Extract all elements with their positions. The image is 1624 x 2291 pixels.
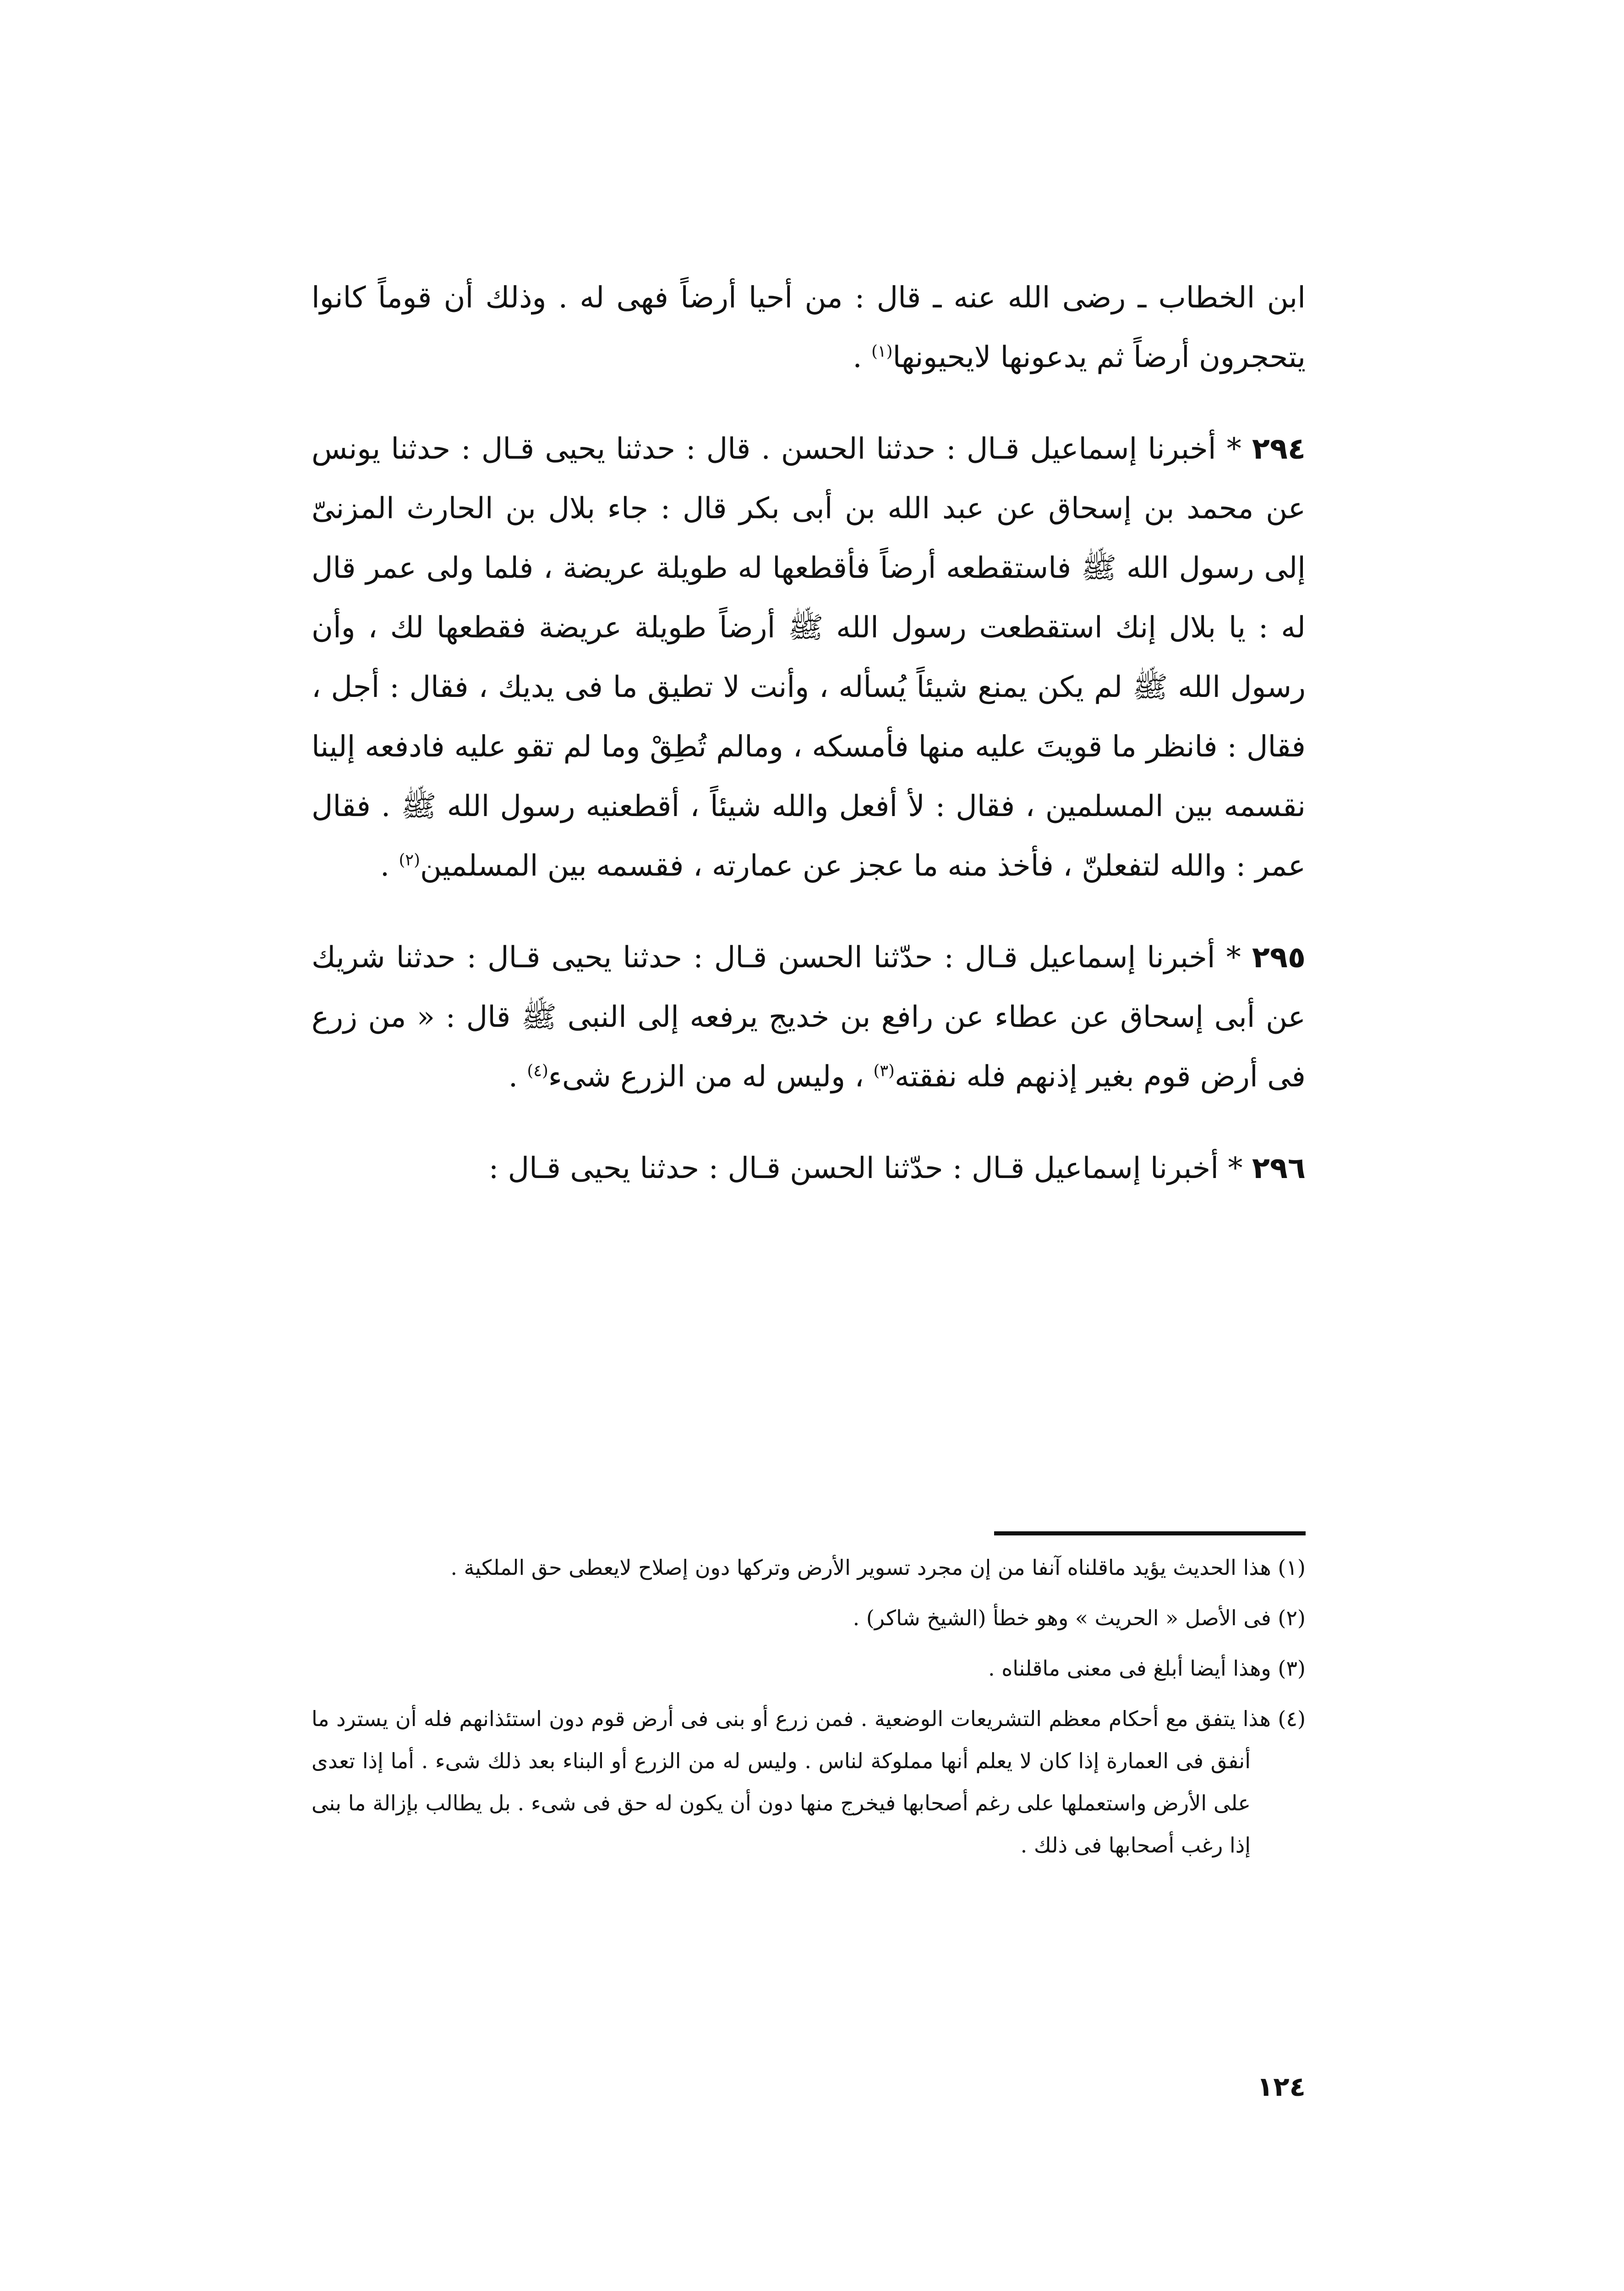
hadith-marker: * (1215, 941, 1252, 975)
footnote-divider (994, 1531, 1306, 1535)
hadith-text: أخبرنا إسماعيل قـال : حدّثنا الحسن قـال : حدثنا يحيى قـال : حدثنا شريك عن أبى إسحاق عن عطاء عن رافع بن خديج يرفعه إلى النبى ﷺ قال : « من زرع فى أرض قوم بغير إذنهم فله نفقته (312, 941, 1306, 1094)
footnote-text: فى الأصل « الحريث » وهو خطأ (الشيخ شاكر) . (853, 1606, 1271, 1630)
hadith-number: ٢٩٤ (1252, 432, 1306, 466)
hadith-end: . (508, 1060, 527, 1094)
hadith-marker: * (1216, 432, 1252, 466)
footnote-ref-1: (١) (871, 342, 893, 361)
hadith-number: ٢٩٥ (1252, 941, 1306, 975)
hadith-text: أخبرنا إسماعيل قـال : حدّثنا الحسن قـال : حدثنا يحيى قـال : (488, 1151, 1219, 1185)
hadith-text-continued: ، وليس له من الزرع شىء (548, 1060, 874, 1094)
hadith-text: أخبرنا إسماعيل قـال : حدثنا الحسن . قال : حدثنا يحيى قـال : حدثنا يونس عن محمد بن إسحاق عن عبد الله بن أبى بكر قال : جاء بلال بن الحارث المزنىّ إلى رسول الله ﷺ فاستقطعه أرضاً فأقطعها له طويلة عريضة ، فلما ولى عمر قال له : يا بلال إنك استقطعت رسول الله ﷺ أرضاً طويلة عريضة فقطعها لك ، وأن رسول الله ﷺ لم يكن يمنع شيئاً يُسأله ، وأنت لا تطيق ما فى يديك ، فقال : أجل ، فقال : فانظر ما قويتَ عليه منها فأمسكه ، ومالم تُطِقْ وما لم تقو عليه فادفعه إلينا نقسمه بين المسلمين ، فقال : لأ أفعل والله شيئاً ، أقطعنيه رسول الله ﷺ . فقال عمر : والله لتفعلنّ ، فأخذ منه ما عجز عن عمارته ، فقسمه بين المسلمين (312, 432, 1306, 883)
footnotes (312, 1546, 1306, 1874)
hadith-end: . (380, 849, 399, 883)
hadith-marker: * (1219, 1151, 1252, 1185)
footnote-number: (٢) (1278, 1606, 1306, 1630)
footnote-1 (312, 1546, 1306, 1589)
hadith-294 (312, 419, 1306, 896)
footnote-text: هذا الحديث يؤيد ماقلناه آنفا من إن مجرد تسوير الأرض وتركها دون إصلاح لايعطى حق الملكية . (450, 1555, 1271, 1580)
footnote-text: هذا يتفق مع أحكام معظم التشريعات الوضعية . فمن زرع أو بنى فى أرض قوم دون استئذانهم فله أن يسترد ما أنفق فى العمارة إذا كان لا يعلم أنها مملوكة لناس . وليس له من الزرع أو البناء بعد ذلك شىء . أما إذا تعدى على الأرض واستعملها على رغم أصحابها فيخرج منها دون أن يكون له حق فى شىء . بل يطالب بإزالة ما بنى إذا رغب أصحابها فى ذلك . (312, 1706, 1271, 1858)
footnote-ref-2: (٢) (399, 850, 420, 870)
continuation-paragraph (312, 268, 1306, 387)
footnote-number: (٣) (1278, 1656, 1306, 1681)
footnote-number: (١) (1278, 1555, 1306, 1580)
continuation-end: . (853, 340, 872, 374)
footnote-3 (312, 1647, 1306, 1689)
main-text (312, 268, 1306, 1230)
footnote-number: (٤) (1278, 1706, 1306, 1731)
hadith-295 (312, 928, 1306, 1107)
page-number: ١٢٤ (1257, 2071, 1306, 2102)
footnote-2 (312, 1597, 1306, 1639)
footnote-4 (312, 1698, 1306, 1866)
hadith-number: ٢٩٦ (1252, 1151, 1306, 1185)
footnote-text: وهذا أيضا أبلغ فى معنى ماقلناه . (988, 1656, 1271, 1681)
footnote-ref-3: (٣) (873, 1061, 895, 1080)
hadith-296 (312, 1139, 1306, 1198)
footnote-ref-4: (٤) (527, 1061, 548, 1080)
continuation-text: ابن الخطاب ـ رضى الله عنه ـ قال : من أحيا أرضاً فهى له . وذلك أن قوماً كانوا يتحجرون أرضاً ثم يدعونها لايحيونها (312, 281, 1306, 374)
